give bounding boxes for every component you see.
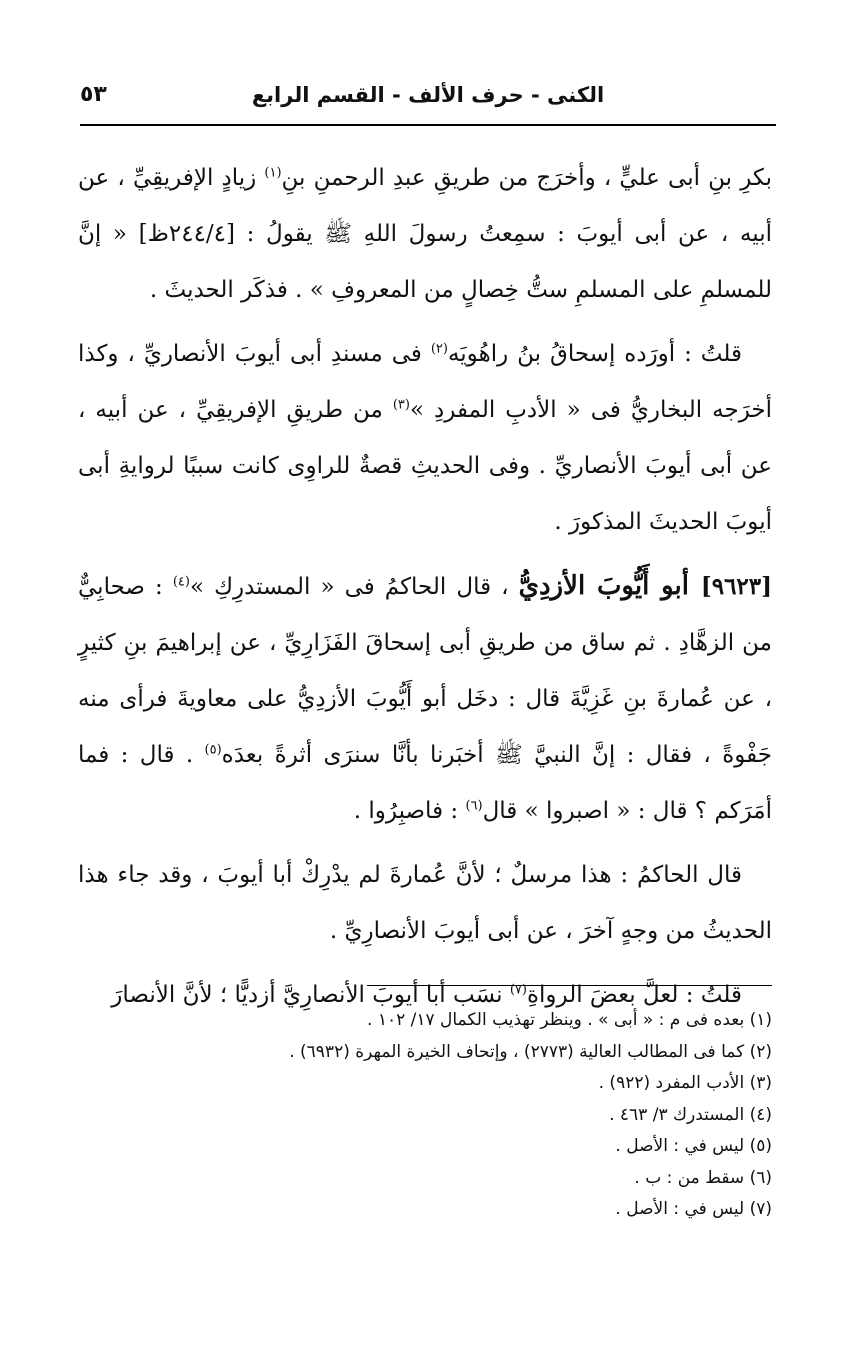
footnote-2: (٢) كما فى المطالب العالية (٢٧٧٣) ، وإتحاف الخيرة المهرة (٦٩٣٢) . xyxy=(289,1041,772,1062)
footnote-1: (١) بعده فى م : « أبى » . وينظر تهذيب الكمال ١٧/ ١٠٢ . xyxy=(367,1010,772,1030)
footnote-7: (٧) ليس في : الأصل . xyxy=(615,1199,772,1219)
footnote-ref-3: (٣) xyxy=(392,397,410,413)
text-run: من طريقِ الإفريقِيِّ ، عن أبيه ، عن أبى أيوبَ الأنصاريِّ . وفى الحديثِ قصةٌ للراوِى كانت سببًا لروايةِ أبى أيوبَ الحديثَ المذكورَ . xyxy=(78,397,772,535)
text-run: ، قال الحاكمُ فى « المستدرِكِ » xyxy=(189,574,519,600)
footnotes xyxy=(78,1005,772,1226)
text-run: قلتُ : لعلَّ بعضَ الرواةِ xyxy=(526,982,742,1008)
text-run: فى مسندِ أبى أيوبَ الأنصاريِّ ، وكذا أخرَجه البخاريُّ فى « الأدبِ المفردِ » xyxy=(78,341,772,423)
footnote-separator xyxy=(367,985,772,986)
footnote-5: (٥) ليس في : الأصل . xyxy=(615,1136,772,1156)
footnote-6: (٦) سقط من : ب . xyxy=(634,1167,772,1188)
paragraph-1 xyxy=(78,150,772,318)
footnote-ref-1: (١) xyxy=(264,165,282,181)
text-run: . قال : فما أمَرَكم ؟ قال : « اصبروا » قال xyxy=(78,742,772,824)
text-run: بكرِ بنِ أبى عليٍّ ، وأخرَج من طريقِ عبدِ الرحمنِ بنِ xyxy=(281,165,773,191)
main-text xyxy=(78,150,772,1031)
text-run: قلتُ : أورَده إسحاقُ بنُ راهُويَه xyxy=(447,341,743,367)
header-rule xyxy=(80,124,776,126)
paragraph-4 xyxy=(78,847,772,959)
footnote-ref-7: (٧) xyxy=(509,982,527,998)
page-header xyxy=(80,70,776,120)
footnote-ref-4: (٤) xyxy=(172,574,190,590)
footnote-ref-5: (٥) xyxy=(204,742,222,758)
text-run: : صحابِيٌّ من الزهَّادِ . ثم ساق من طريقِ أبى إسحاقَ الفَزَارِيِّ ، عن إبراهيمَ بنِ كثيرٍ ، عن عُمارةَ بنِ غَزِيَّةَ قال : دخَل أبو أَيُّوبَ الأزدِيُّ على معاويةَ فرأى منه جَفْوةً ، فقال : إنَّ النبيَّ ﷺ أخبَرنا بأنَّا سنرَى أثرةً بعدَه xyxy=(78,574,772,768)
paragraph-3-entry xyxy=(78,558,772,839)
entry-name: أبو أَيُّوبَ الأزدِيُّ xyxy=(518,571,701,601)
footnote-ref-6: (٦) xyxy=(465,798,483,814)
text-run: قال الحاكمُ : هذا مرسلٌ ؛ لأنَّ عُمارةَ لم يدْرِكْ أبا أيوبَ ، وقد جاء هذا الحديثُ من وجهٍ آخرَ ، عن أبى أيوبَ الأنصارِيِّ . xyxy=(78,862,772,944)
footnote-4: (٤) المستدرك ٣/ ٤٦٣ . xyxy=(609,1104,772,1125)
footnote-ref-2: (٢) xyxy=(430,341,448,357)
text-run: زيادٍ الإفريقِيِّ ، عن أبيه ، عن أبى أيوبَ : سمِعتُ رسولَ اللهِ ﷺ يقولُ : [٢٤٤/٤ظ] « إنَّ للمسلمِ على المسلمِ ستُّ خِصالٍ من المعروفِ » . فذكَر الحديثَ . xyxy=(78,165,773,303)
entry-number: [٩٦٢٣] xyxy=(700,573,773,600)
footnote-3: (٣) الأدب المفرد (٩٢٢) . xyxy=(598,1073,772,1093)
page-number: ٥٣ xyxy=(80,82,107,107)
text-run: نسَب أبا أيوبَ الأنصارِيَّ أزديًّا ؛ لأنَّ الأنصارَ xyxy=(111,982,510,1008)
text-run: : فاصبِرُوا . xyxy=(353,798,466,824)
running-title: الكنى - حرف الألف - القسم الرابع xyxy=(251,83,605,107)
paragraph-2 xyxy=(78,326,772,550)
